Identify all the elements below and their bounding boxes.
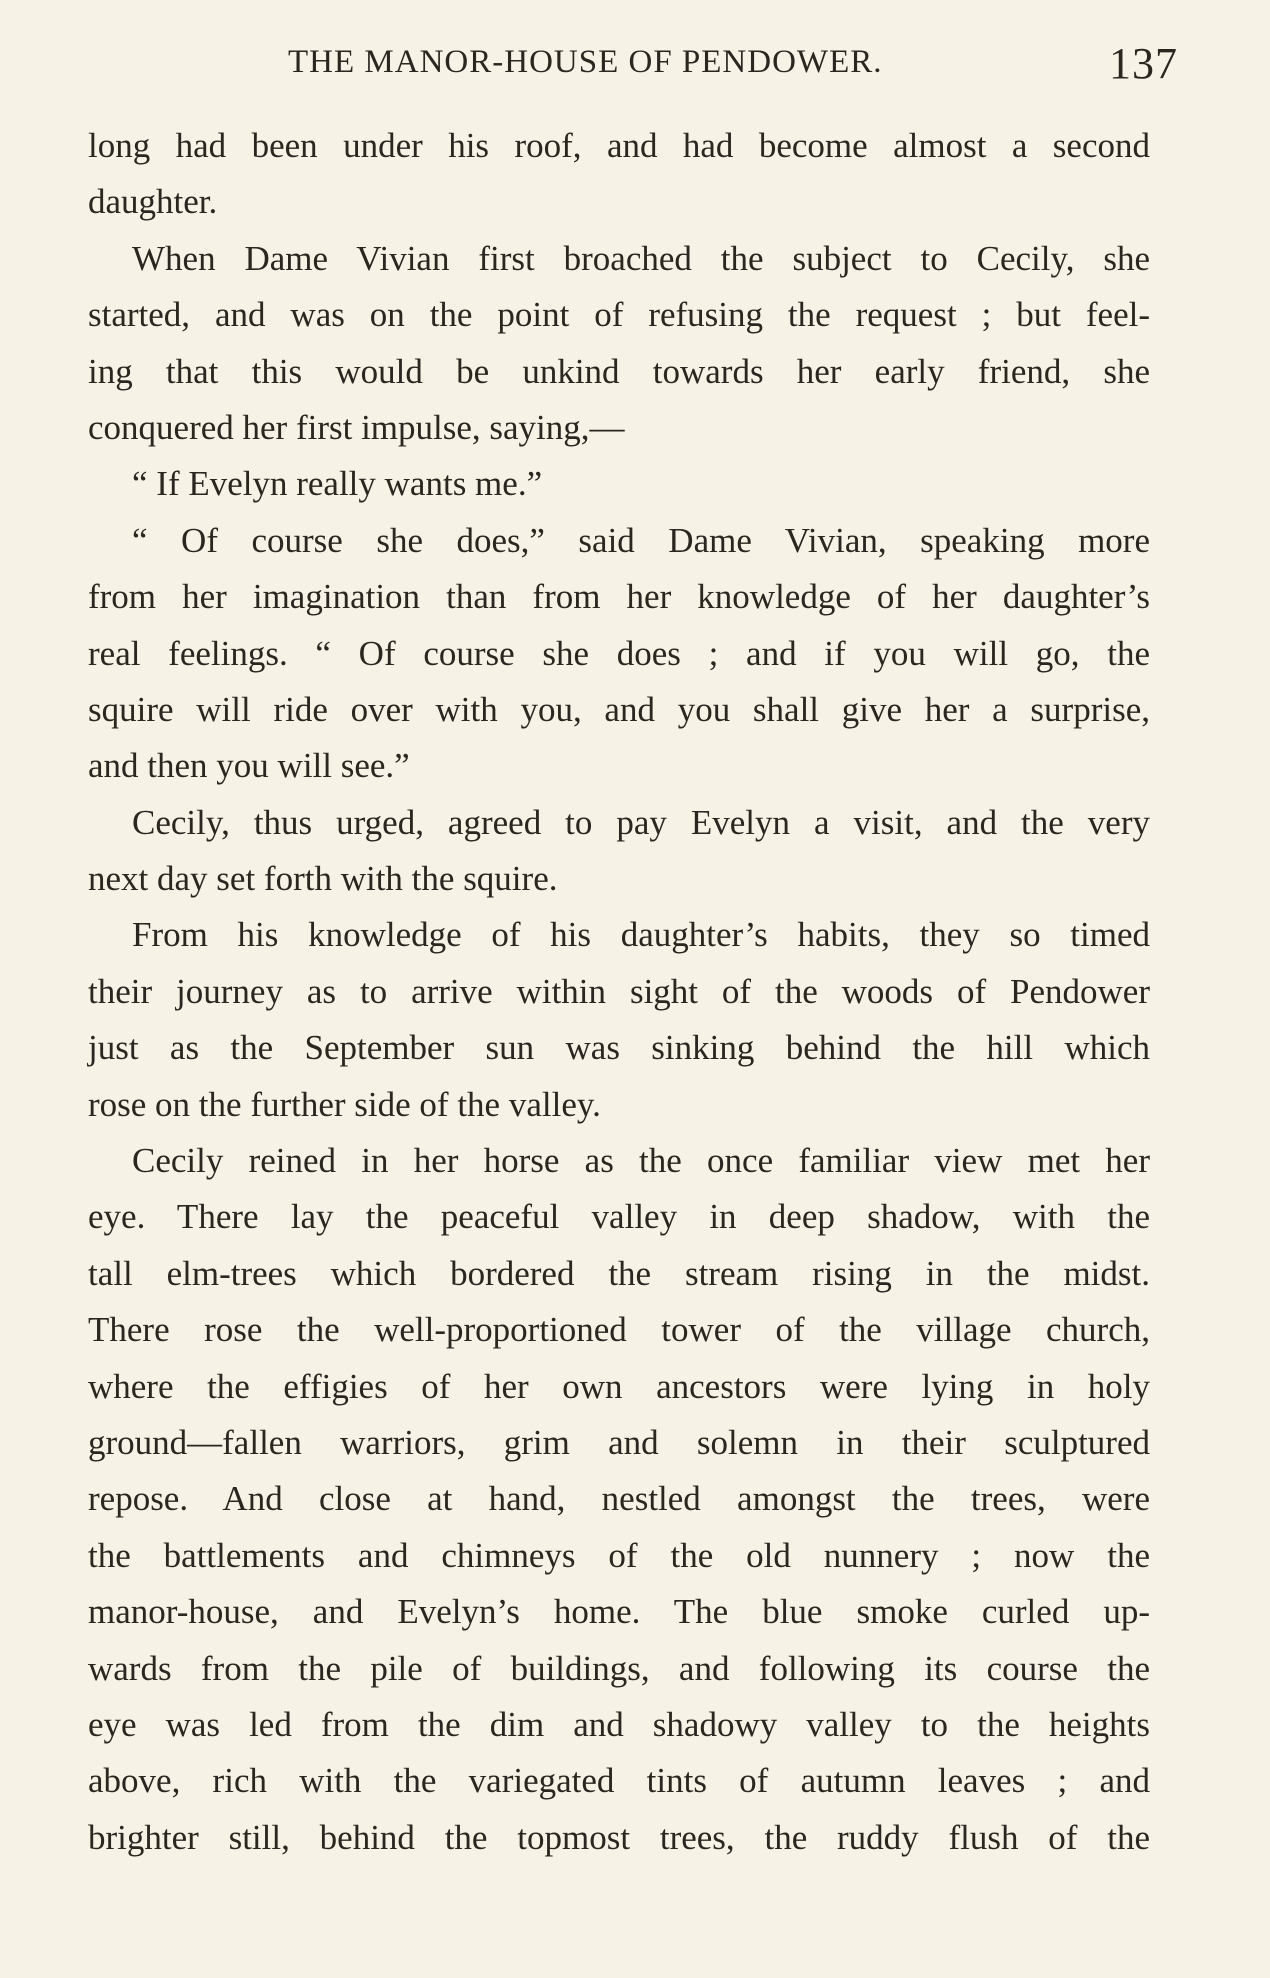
- text-line: rose on the further side of the valley.: [88, 1084, 601, 1124]
- text-line: daughter.: [88, 182, 218, 222]
- text-line: tall elm-trees which bordered the stream rising in the midst.: [88, 1253, 1150, 1293]
- text-line: just as the September sun was sinking behind the hill which: [88, 1028, 1150, 1068]
- text-line: Cecily, thus urged, agreed to pay Evelyn a visit, and the very: [132, 802, 1150, 842]
- text-line: squire will ride over with you, and you shall give her a surprise,: [88, 689, 1150, 729]
- body-text: [88, 118, 1150, 1866]
- text-line: from her imagination than from her knowledge of her daughter’s: [88, 577, 1150, 617]
- text-line: started, and was on the point of refusing the request ; but feel-: [88, 295, 1150, 335]
- text-line: repose. And close at hand, nestled amongst the trees, were: [88, 1479, 1150, 1519]
- text-line: wards from the pile of buildings, and following its course the: [88, 1648, 1150, 1688]
- text-line: next day set forth with the squire.: [88, 859, 558, 899]
- text-line: real feelings. “ Of course she does ; and if you will go, the: [88, 633, 1150, 673]
- text-line: the battlements and chimneys of the old nunnery ; now the: [88, 1535, 1150, 1575]
- text-line: long had been under his roof, and had become almost a second: [88, 126, 1150, 165]
- page-number: 137: [1109, 39, 1178, 88]
- text-line: brighter still, behind the topmost trees, the ruddy flush of the: [88, 1817, 1150, 1857]
- text-line: There rose the well-proportioned tower of the village church,: [88, 1310, 1150, 1350]
- text-line: “ Of course she does,” said Dame Vivian, speaking more: [132, 520, 1150, 560]
- text-line: above, rich with the variegated tints of autumn leaves ; and: [88, 1761, 1150, 1801]
- text-line: “ If Evelyn really wants me.”: [132, 464, 543, 504]
- text-line: From his knowledge of his daughter’s habits, they so timed: [132, 915, 1150, 955]
- text-line: ground—fallen warriors, grim and solemn in their sculptured: [88, 1422, 1150, 1462]
- text-line: their journey as to arrive within sight of the woods of Pendower: [88, 971, 1150, 1011]
- running-title: THE MANOR-HOUSE OF PENDOWER.: [288, 44, 883, 80]
- running-head: [88, 36, 1178, 96]
- text-line: and then you will see.”: [88, 746, 410, 786]
- text-line: conquered her first impulse, saying,—: [88, 407, 625, 447]
- text-line: where the effigies of her own ancestors were lying in holy: [88, 1366, 1150, 1406]
- text-line: manor-house, and Evelyn’s home. The blue smoke curled up-: [88, 1592, 1150, 1632]
- text-line: Cecily reined in her horse as the once familiar view met her: [132, 1141, 1150, 1181]
- text-line: eye was led from the dim and shadowy valley to the heights: [88, 1704, 1150, 1744]
- text-line: ing that this would be unkind towards her early friend, she: [88, 351, 1150, 391]
- text-line: When Dame Vivian first broached the subject to Cecily, she: [132, 238, 1150, 278]
- text-line: eye. There lay the peaceful valley in deep shadow, with the: [88, 1197, 1150, 1237]
